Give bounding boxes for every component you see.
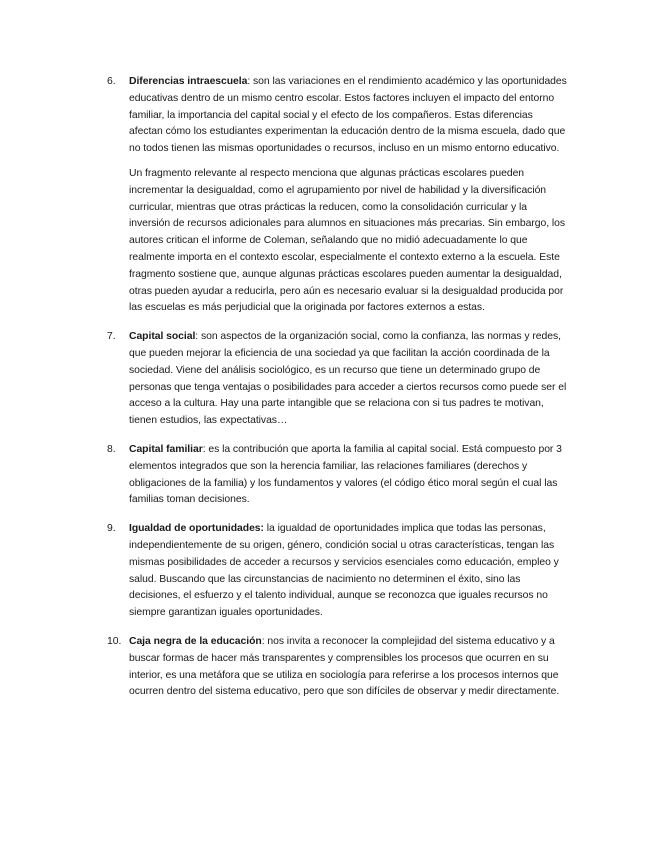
item-text: nos invita a reconocer la complejidad del sistema educativo y a buscar formas de hacer más transparentes y comprensibles los procesos que ocurren en su interior, es una metáfora que se utiliza en sociología para referirse a los procesos internos que ocurren dentro del sistema educativo, pero que son difíciles de observar y medir directamente. <box>129 635 560 698</box>
list-item <box>107 521 567 622</box>
item-number: 8. <box>107 443 116 455</box>
item-number: 6. <box>107 76 116 87</box>
term-separator: : <box>202 443 206 455</box>
item-text: es la contribución que aporta la familia al capital social. Está compuesto por 3 elementos integrados que son la herencia familiar, las relaciones familiares (derechos y obligaciones de la familia) y los fundamentos y valores (el código ético moral según el cual las familias toman decisiones. <box>129 443 562 506</box>
item-number: 7. <box>107 331 116 343</box>
item-term: Diferencias intraescuela <box>129 76 248 87</box>
item-text: la igualdad de oportunidades implica que todas las personas, independientemente de su origen, género, condición social u otras características, tengan las mismas posibilidades de acceder a recursos y servicios esenciales como educación, empleo y salud. Buscando que las circunstancias de nacimiento no determinen el éxito, sino las decisiones, el esfuerzo y el talento individual, aunque se reconozca que iguales recursos no siempre garantizan iguales oportunidades. <box>129 523 559 619</box>
list-item <box>107 74 567 317</box>
item-number: 9. <box>107 523 116 535</box>
list-item <box>107 442 567 509</box>
item-term: Capital familiar <box>129 443 203 455</box>
term-separator: : <box>247 76 251 87</box>
definitions-list <box>107 74 567 713</box>
term-separator: : <box>195 331 199 343</box>
item-paragraph <box>129 74 567 158</box>
item-paragraph <box>129 521 567 622</box>
item-text: son aspectos de la organización social, como la confianza, las normas y redes, que pueden mejorar la eficiencia de una sociedad ya que facilitan la acción coordinada de la sociedad. Viene del análisis sociológico, es un recurso que tiene un determinado grupo de personas que tenga ventajas o posibilidades para acceder a ciertos recursos como puede ser el acceso a la cultura. Hay una parte intangible que se relaciona con si tus padres te motivan, tienen estudios, las expectativas… <box>129 331 567 427</box>
item-paragraph <box>129 634 567 701</box>
item-paragraph <box>129 442 567 509</box>
term-separator: : <box>261 635 265 647</box>
item-text: son las variaciones en el rendimiento académico y las oportunidades educativas dentro de un mismo centro escolar. Estos factores incluyen el impacto del entorno familiar, la importancia del capital social y el efecto de los compañeros. Estas diferencias afectan cómo los estudiantes experimentan la educación dentro de la misma escuela, dado que no todos tienen las mismas oportunidades o recursos, incluso en un mismo entorno educativo. <box>129 76 567 155</box>
item-extra-paragraph: Un fragmento relevante al respecto menciona que algunas prácticas escolares pueden incrementar la desigualdad, como el agrupamiento por nivel de habilidad y la diversificación curricular, mientras que otras prácticas la reducen, como la consolidación curricular y la inversión de recursos adicionales para alumnos en situaciones más precarias. Sin embargo, los autores critican el informe de Coleman, señalando que no midió adecuadamente lo que realmente importa en el contexto escolar, especialmente el contexto externo a la escuela. Este fragmento sostiene que, aunque algunas prácticas escolares pueden aumentar la desigualdad, otras pueden ayudar a reducirla, pero aún es necesario evaluar si la desigualdad producida por las escuelas es más perjudicial que la originada por factores externos a estas. <box>129 167 566 314</box>
item-paragraph <box>129 329 567 430</box>
item-term: Capital social <box>129 331 196 343</box>
item-number: 10. <box>107 635 122 647</box>
item-term: Igualdad de oportunidades: <box>129 523 264 535</box>
item-term: Caja negra de la educación <box>129 635 262 647</box>
list-item <box>107 634 567 701</box>
list-item <box>107 329 567 430</box>
